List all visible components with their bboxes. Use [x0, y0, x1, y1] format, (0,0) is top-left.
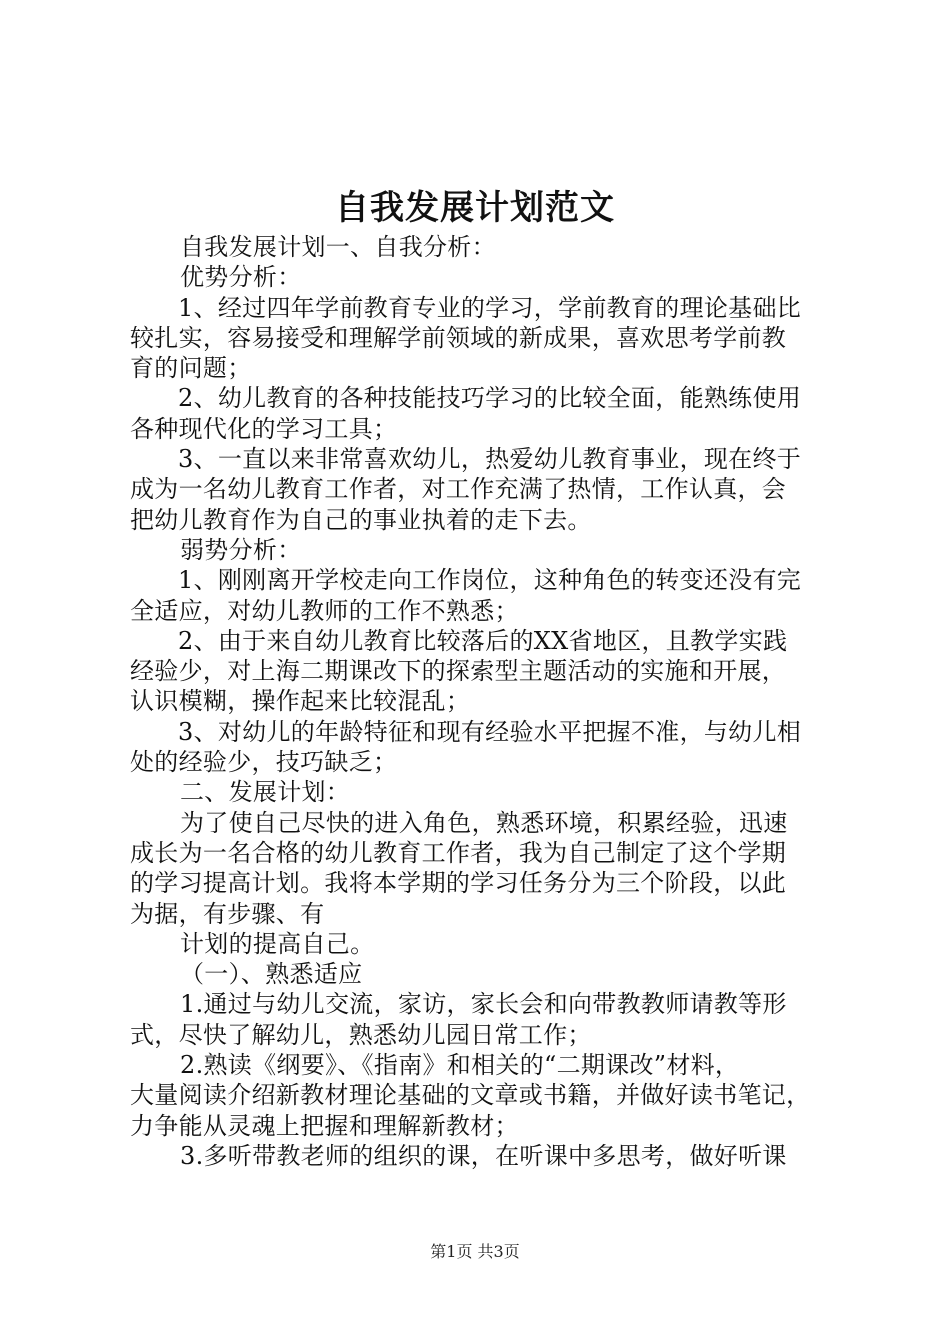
text-line: 全适应，对幼儿教师的工作不熟悉； [130, 596, 519, 625]
text-line: 处的经验少，技巧缺乏； [130, 748, 398, 777]
text-line: 3、一直以来非常喜欢幼儿，热爱幼儿教育事业，现在终于 [178, 445, 802, 474]
text-line: 自我发展计划一、自我分析： [180, 233, 496, 261]
text-line: 各种现代化的学习工具； [130, 414, 398, 443]
text-line: 2、幼儿教育的各种技能技巧学习的比较全面，能熟练使用 [178, 384, 802, 413]
text-line: 为据，有步骤、有 [130, 899, 325, 928]
text-line: 2.熟读《纲要》、《指南》和相关的“二期课改”材料， [180, 1051, 740, 1080]
text-line: 二、发展计划： [180, 778, 351, 807]
text-line: 1.通过与幼儿交流，家访，家长会和向带教教师请教等形 [180, 990, 787, 1019]
text-line: 优势分析： [180, 263, 302, 292]
text-line: 式，尽快了解幼儿，熟悉幼儿园日常工作； [130, 1020, 592, 1049]
document-body [130, 232, 830, 1171]
text-line: 认识模糊，操作起来比较混乱； [130, 687, 471, 716]
text-line: 较扎实，容易接受和理解学前领域的新成果，喜欢思考学前教 [130, 323, 787, 352]
text-line: 成长为一名合格的幼儿教育工作者，我为自己制定了这个学期 [130, 838, 787, 867]
text-line: 弱势分析： [180, 535, 302, 564]
text-line: 把幼儿教育作为自己的事业执着的走下去。 [130, 505, 592, 534]
text-line: 大量阅读介绍新教材理论基础的文章或书籍，并做好读书笔记， [130, 1081, 811, 1110]
text-line: 为了使自己尽快的进入角色，熟悉环境，积累经验，迅速 [180, 808, 788, 837]
text-line: 1、经过四年学前教育专业的学习，学前教育的理论基础比 [178, 293, 802, 322]
text-line: 3.多听带教老师的组织的课，在听课中多思考，做好听课 [180, 1141, 787, 1170]
text-line: （一）、熟悉适应 [180, 960, 363, 989]
text-line: 1、刚刚离开学校走向工作岗位，这种角色的转变还没有完 [178, 566, 802, 595]
page-footer: 第1页 共3页 [430, 1242, 520, 1261]
text-line: 的学习提高计划。我将本学期的学习任务分为三个阶段，以此 [130, 869, 787, 898]
text-line: 2、由于来自幼儿教育比较落后的XX省地区，且教学实践 [178, 626, 788, 655]
text-line: 力争能从灵魂上把握和理解新教材； [130, 1111, 519, 1140]
text-line: 计划的提高自己。 [180, 929, 375, 958]
text-line: 育的问题； [130, 354, 252, 383]
text-line: 3、对幼儿的年龄特征和现有经验水平把握不准，与幼儿相 [178, 717, 802, 746]
document-title: 自我发展计划范文 [335, 188, 615, 228]
text-line: 经验少，对上海二期课改下的探索型主题活动的实施和开展， [130, 657, 787, 686]
text-line: 成为一名幼儿教育工作者，对工作充满了热情，工作认真，会 [130, 475, 787, 504]
